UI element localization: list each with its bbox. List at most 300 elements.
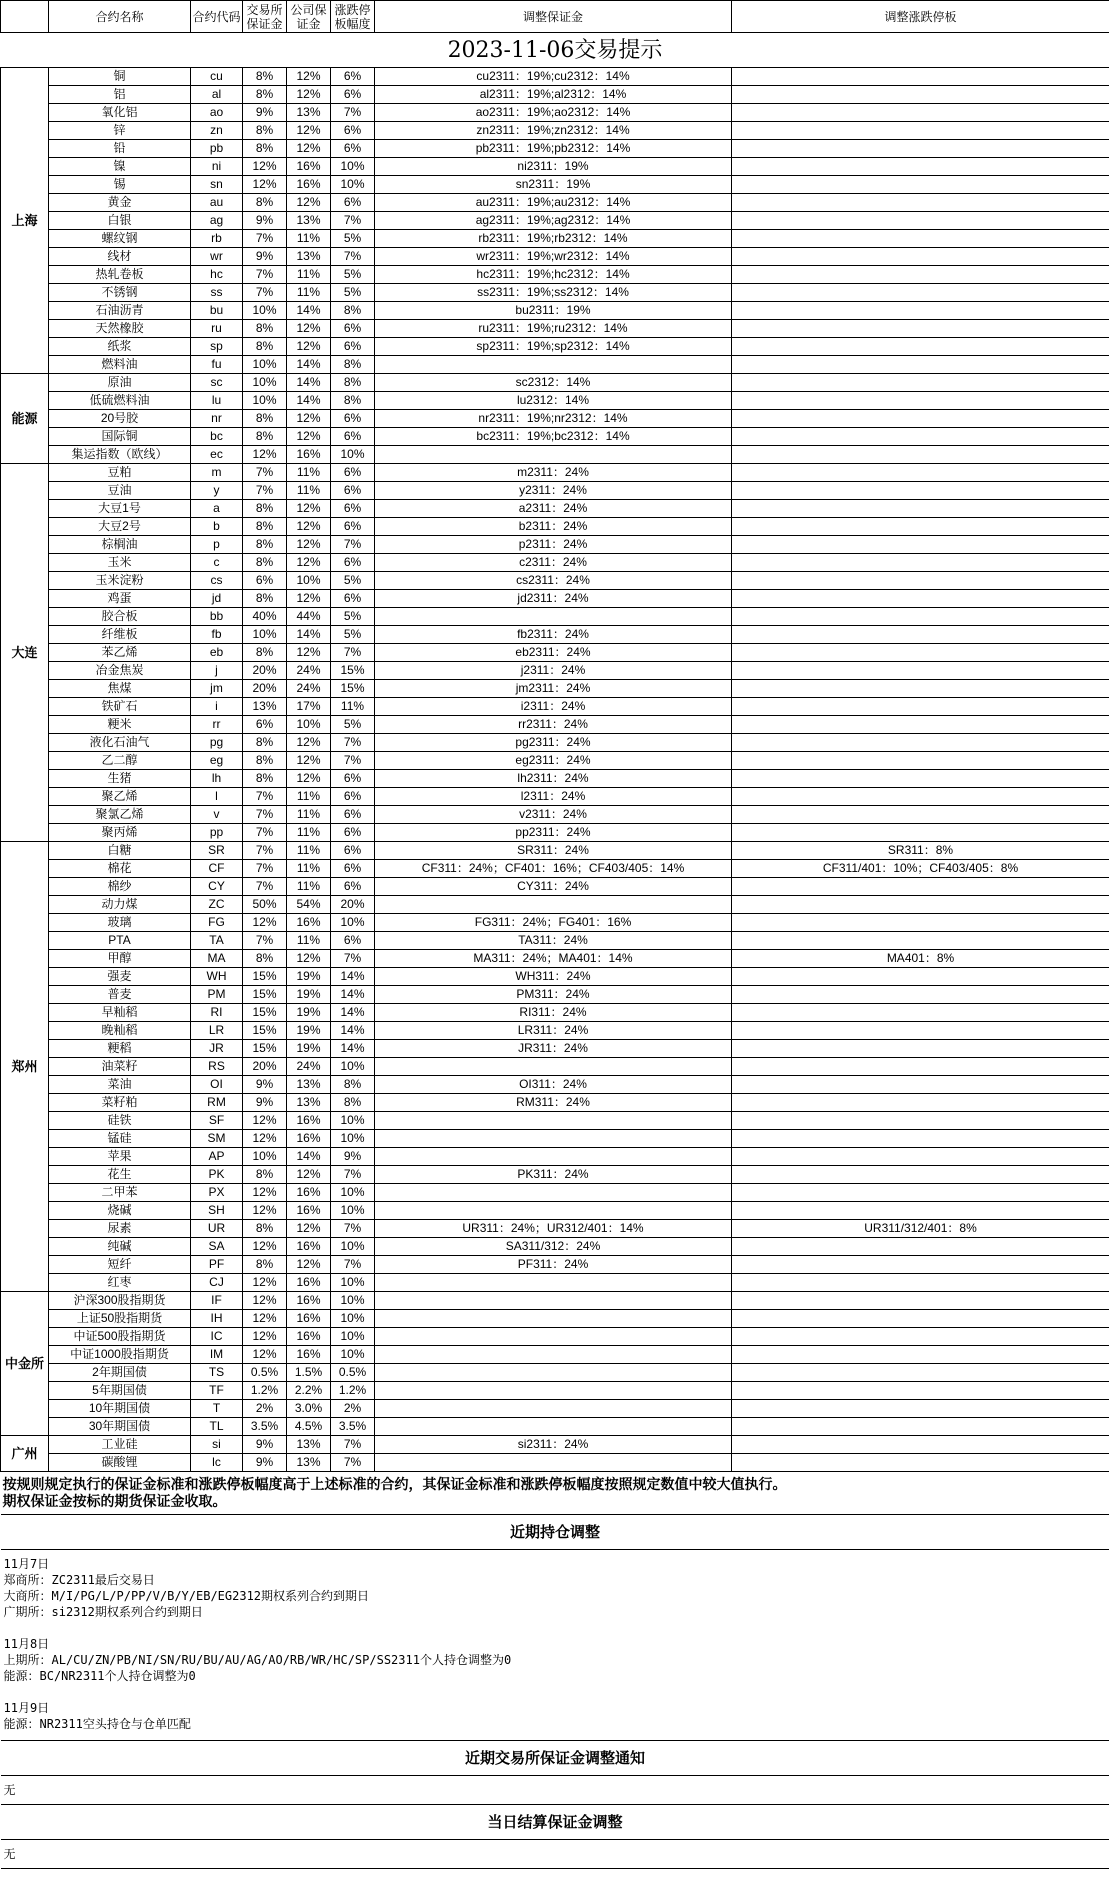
exchange-margin-cell: 7% xyxy=(243,482,287,500)
contract-code-cell: PK xyxy=(191,1166,243,1184)
contract-name-cell: 豆粕 xyxy=(49,464,191,482)
adjusted-limit-cell xyxy=(732,248,1109,266)
contract-name-cell: 中证500股指期货 xyxy=(49,1328,191,1346)
company-margin-cell: 12% xyxy=(287,590,331,608)
adjusted-limit-cell xyxy=(732,374,1109,392)
table-row xyxy=(1,284,1109,302)
exchange-margin-cell: 12% xyxy=(243,914,287,932)
price-limit-cell: 6% xyxy=(331,68,375,86)
adjusted-limit-cell xyxy=(732,1058,1109,1076)
price-limit-cell: 10% xyxy=(331,1112,375,1130)
contract-name-cell: 二甲苯 xyxy=(49,1184,191,1202)
contract-name-cell: 沪深300股指期货 xyxy=(49,1292,191,1310)
adjusted-margin-cell: UR311：24%；UR312/401：14% xyxy=(375,1220,732,1238)
company-margin-cell: 12% xyxy=(287,140,331,158)
table-row xyxy=(1,1364,1109,1382)
company-margin-cell: 10% xyxy=(287,572,331,590)
price-limit-cell: 15% xyxy=(331,662,375,680)
table-row xyxy=(1,1454,1109,1472)
contract-name-cell: 国际铜 xyxy=(49,428,191,446)
contract-name-cell: 螺纹钢 xyxy=(49,230,191,248)
adjusted-margin-cell: CF311：24%；CF401：16%；CF403/405：14% xyxy=(375,860,732,878)
table-row xyxy=(1,842,1109,860)
adjusted-margin-cell xyxy=(375,1130,732,1148)
company-margin-cell: 19% xyxy=(287,1040,331,1058)
adjusted-limit-cell xyxy=(732,410,1109,428)
adjusted-limit-cell xyxy=(732,986,1109,1004)
adjusted-limit-cell xyxy=(732,320,1109,338)
table-row xyxy=(1,806,1109,824)
table-row xyxy=(1,1382,1109,1400)
table-row xyxy=(1,968,1109,986)
table-row xyxy=(1,1058,1109,1076)
contracts-body xyxy=(1,68,1109,1472)
region-label: 能源 xyxy=(1,374,49,464)
table-row xyxy=(1,1292,1109,1310)
company-margin-cell: 16% xyxy=(287,1184,331,1202)
table-row xyxy=(1,158,1109,176)
adjusted-limit-cell xyxy=(732,1292,1109,1310)
recent-position-text: 11月7日 郑商所：ZC2311最后交易日 大商所：M/I/PG/L/P/PP/V/B/Y/EB/EG2312期权系列合约到期日 广期所：si2312期权系列合约到期日 11月8日 上期所：AL/CU/ZN/PB/NI/SN/RU/BU/AU/AG/AO/RB/WR/HC/SP/SS2311个人持仓调整为0 能源：BC/NR2311个人持仓调整为0 11月9日 能源：NR2311空头持仓与仓单匹配 xyxy=(1,1550,1109,1741)
exchange-margin-cell: 7% xyxy=(243,842,287,860)
company-margin-cell: 16% xyxy=(287,1112,331,1130)
adjusted-margin-cell: ss2311：19%;ss2312：14% xyxy=(375,284,732,302)
price-limit-cell: 6% xyxy=(331,122,375,140)
price-limit-cell: 10% xyxy=(331,158,375,176)
adjusted-limit-cell xyxy=(732,464,1109,482)
adjusted-limit-cell xyxy=(732,428,1109,446)
contract-code-cell: PX xyxy=(191,1184,243,1202)
adjusted-limit-cell xyxy=(732,1130,1109,1148)
company-margin-cell: 12% xyxy=(287,554,331,572)
table-row xyxy=(1,266,1109,284)
exchange-margin-cell: 8% xyxy=(243,140,287,158)
company-margin-cell: 12% xyxy=(287,194,331,212)
exchange-margin-cell: 10% xyxy=(243,1148,287,1166)
company-margin-cell: 16% xyxy=(287,1346,331,1364)
adjusted-limit-cell xyxy=(732,1382,1109,1400)
adjusted-limit-cell: MA401：8% xyxy=(732,950,1109,968)
adjusted-limit-cell xyxy=(732,446,1109,464)
price-limit-cell: 7% xyxy=(331,104,375,122)
contract-name-cell: 20号胶 xyxy=(49,410,191,428)
contract-code-cell: cu xyxy=(191,68,243,86)
company-margin-cell: 19% xyxy=(287,986,331,1004)
adjusted-margin-cell xyxy=(375,1400,732,1418)
adjusted-margin-cell: fb2311：24% xyxy=(375,626,732,644)
adjusted-margin-cell: ag2311：19%;ag2312：14% xyxy=(375,212,732,230)
adjusted-limit-cell xyxy=(732,1454,1109,1472)
contract-code-cell: cs xyxy=(191,572,243,590)
table-row xyxy=(1,1418,1109,1436)
contract-name-cell: 棉花 xyxy=(49,860,191,878)
adjusted-margin-cell: CY311：24% xyxy=(375,878,732,896)
price-limit-cell: 14% xyxy=(331,1022,375,1040)
adjusted-margin-cell: ni2311：19% xyxy=(375,158,732,176)
table-row xyxy=(1,878,1109,896)
table-row xyxy=(1,1148,1109,1166)
adjusted-limit-cell xyxy=(732,1400,1109,1418)
adjusted-margin-cell: zn2311：19%;zn2312：14% xyxy=(375,122,732,140)
contract-name-cell: 聚丙烯 xyxy=(49,824,191,842)
adjusted-limit-cell xyxy=(732,626,1109,644)
adjusted-margin-cell: SR311：24% xyxy=(375,842,732,860)
exchange-margin-cell: 8% xyxy=(243,752,287,770)
exchange-margin-cell: 8% xyxy=(243,950,287,968)
price-limit-cell: 14% xyxy=(331,986,375,1004)
company-margin-cell: 12% xyxy=(287,752,331,770)
company-margin-cell: 12% xyxy=(287,86,331,104)
exchange-margin-cell: 7% xyxy=(243,230,287,248)
table-row xyxy=(1,644,1109,662)
exchange-margin-cell: 20% xyxy=(243,1058,287,1076)
contract-code-cell: TF xyxy=(191,1382,243,1400)
rule-note: 按规则规定执行的保证金标准和涨跌停板幅度高于上述标准的合约，其保证金标准和涨跌停板幅度按照规定数值中较大值执行。 期权保证金按标的期货保证金收取。 xyxy=(1,1472,1109,1515)
contract-name-cell: 30年期国债 xyxy=(49,1418,191,1436)
table-row xyxy=(1,176,1109,194)
adjusted-margin-cell xyxy=(375,1454,732,1472)
contract-code-cell: nr xyxy=(191,410,243,428)
price-limit-cell: 6% xyxy=(331,842,375,860)
contract-code-cell: IC xyxy=(191,1328,243,1346)
adjusted-margin-cell: cu2311：19%;cu2312：14% xyxy=(375,68,732,86)
exchange-margin-cell: 8% xyxy=(243,68,287,86)
company-margin-cell: 16% xyxy=(287,1202,331,1220)
company-margin-cell: 11% xyxy=(287,788,331,806)
adjusted-limit-cell xyxy=(732,770,1109,788)
contract-name-cell: 黄金 xyxy=(49,194,191,212)
exchange-margin-cell: 1.2% xyxy=(243,1382,287,1400)
contract-code-cell: PF xyxy=(191,1256,243,1274)
adjusted-margin-cell: PM311：24% xyxy=(375,986,732,1004)
adjusted-margin-cell: b2311：24% xyxy=(375,518,732,536)
exchange-margin-cell: 8% xyxy=(243,500,287,518)
contract-name-cell: 工业硅 xyxy=(49,1436,191,1454)
contract-code-cell: hc xyxy=(191,266,243,284)
contract-name-cell: 燃料油 xyxy=(49,356,191,374)
exchange-margin-cell: 8% xyxy=(243,1166,287,1184)
contract-name-cell: 菜油 xyxy=(49,1076,191,1094)
table-row xyxy=(1,338,1109,356)
price-limit-cell: 10% xyxy=(331,1202,375,1220)
contract-name-cell: 粳米 xyxy=(49,716,191,734)
table-row xyxy=(1,1004,1109,1022)
adjusted-margin-cell: v2311：24% xyxy=(375,806,732,824)
contract-name-cell: 晚籼稻 xyxy=(49,1022,191,1040)
adjusted-limit-cell xyxy=(732,1112,1109,1130)
exchange-margin-cell: 8% xyxy=(243,122,287,140)
contract-code-cell: sn xyxy=(191,176,243,194)
settlement-margin-heading: 当日结算保证金调整 xyxy=(1,1805,1109,1840)
price-limit-cell: 6% xyxy=(331,140,375,158)
table-row xyxy=(1,374,1109,392)
exchange-margin-cell: 13% xyxy=(243,698,287,716)
table-row xyxy=(1,626,1109,644)
region-label: 上海 xyxy=(1,68,49,374)
contract-code-cell: AP xyxy=(191,1148,243,1166)
adjusted-limit-cell xyxy=(732,752,1109,770)
company-margin-cell: 24% xyxy=(287,662,331,680)
company-margin-cell: 11% xyxy=(287,230,331,248)
adjusted-margin-cell xyxy=(375,1274,732,1292)
exchange-margin-cell: 8% xyxy=(243,518,287,536)
contract-code-cell: SF xyxy=(191,1112,243,1130)
contract-code-cell: v xyxy=(191,806,243,824)
table-row xyxy=(1,104,1109,122)
price-limit-cell: 7% xyxy=(331,212,375,230)
price-limit-cell: 6% xyxy=(331,194,375,212)
adjusted-margin-cell: ru2311：19%;ru2312：14% xyxy=(375,320,732,338)
contract-code-cell: bb xyxy=(191,608,243,626)
table-row xyxy=(1,788,1109,806)
table-row xyxy=(1,1184,1109,1202)
contract-code-cell: sp xyxy=(191,338,243,356)
contract-code-cell: lu xyxy=(191,392,243,410)
company-margin-cell: 12% xyxy=(287,1256,331,1274)
company-margin-cell: 13% xyxy=(287,104,331,122)
exchange-margin-cell: 8% xyxy=(243,428,287,446)
company-margin-cell: 11% xyxy=(287,878,331,896)
price-limit-cell: 7% xyxy=(331,1256,375,1274)
adjusted-limit-cell xyxy=(732,572,1109,590)
contract-name-cell: 纤维板 xyxy=(49,626,191,644)
price-limit-cell: 10% xyxy=(331,1130,375,1148)
contract-code-cell: y xyxy=(191,482,243,500)
adjusted-margin-cell: OI311：24% xyxy=(375,1076,732,1094)
exchange-margin-cell: 7% xyxy=(243,266,287,284)
table-row xyxy=(1,518,1109,536)
adjusted-limit-cell xyxy=(732,716,1109,734)
company-margin-cell: 11% xyxy=(287,932,331,950)
price-limit-cell: 8% xyxy=(331,1094,375,1112)
contract-name-cell: 线材 xyxy=(49,248,191,266)
price-limit-cell: 10% xyxy=(331,1238,375,1256)
company-margin-cell: 1.5% xyxy=(287,1364,331,1382)
contract-code-cell: TL xyxy=(191,1418,243,1436)
exchange-margin-cell: 8% xyxy=(243,734,287,752)
page-title: 2023-11-06交易提示 xyxy=(1,33,1109,68)
price-limit-cell: 6% xyxy=(331,500,375,518)
company-margin-cell: 13% xyxy=(287,212,331,230)
price-limit-cell: 6% xyxy=(331,806,375,824)
company-margin-cell: 19% xyxy=(287,968,331,986)
region-label: 中金所 xyxy=(1,1292,49,1436)
price-limit-cell: 3.5% xyxy=(331,1418,375,1436)
contract-code-cell: b xyxy=(191,518,243,536)
contract-name-cell: 石油沥青 xyxy=(49,302,191,320)
contract-code-cell: pg xyxy=(191,734,243,752)
contract-code-cell: MA xyxy=(191,950,243,968)
price-limit-cell: 5% xyxy=(331,284,375,302)
adjusted-limit-cell xyxy=(732,122,1109,140)
exchange-margin-cell: 12% xyxy=(243,1238,287,1256)
contract-name-cell: 热轧卷板 xyxy=(49,266,191,284)
price-limit-cell: 6% xyxy=(331,860,375,878)
table-row xyxy=(1,122,1109,140)
contract-name-cell: 尿素 xyxy=(49,1220,191,1238)
price-limit-cell: 7% xyxy=(331,1454,375,1472)
table-row xyxy=(1,230,1109,248)
contract-code-cell: fu xyxy=(191,356,243,374)
table-row xyxy=(1,86,1109,104)
contract-name-cell: 2年期国债 xyxy=(49,1364,191,1382)
contract-name-cell: 玉米 xyxy=(49,554,191,572)
table-row xyxy=(1,536,1109,554)
company-margin-cell: 16% xyxy=(287,1130,331,1148)
adjusted-margin-cell xyxy=(375,1202,732,1220)
price-limit-cell: 6% xyxy=(331,428,375,446)
table-row xyxy=(1,1436,1109,1454)
contract-name-cell: 碳酸锂 xyxy=(49,1454,191,1472)
adjusted-margin-cell: SA311/312：24% xyxy=(375,1238,732,1256)
adjusted-limit-cell xyxy=(732,698,1109,716)
contract-code-cell: rb xyxy=(191,230,243,248)
contract-code-cell: LR xyxy=(191,1022,243,1040)
exchange-margin-cell: 7% xyxy=(243,824,287,842)
contract-code-cell: JR xyxy=(191,1040,243,1058)
contract-name-cell: 红枣 xyxy=(49,1274,191,1292)
exchange-margin-cell: 8% xyxy=(243,320,287,338)
adjusted-limit-cell xyxy=(732,824,1109,842)
exchange-margin-cell: 10% xyxy=(243,374,287,392)
contract-name-cell: 锡 xyxy=(49,176,191,194)
adjusted-margin-cell: WH311：24% xyxy=(375,968,732,986)
exchange-margin-cell: 7% xyxy=(243,806,287,824)
table-row xyxy=(1,1202,1109,1220)
adjusted-margin-cell: sp2311：19%;sp2312：14% xyxy=(375,338,732,356)
table-row xyxy=(1,1400,1109,1418)
table-row xyxy=(1,1130,1109,1148)
company-margin-cell: 11% xyxy=(287,806,331,824)
adjusted-margin-cell: m2311：24% xyxy=(375,464,732,482)
price-limit-cell: 2% xyxy=(331,1400,375,1418)
price-limit-cell: 7% xyxy=(331,644,375,662)
table-row xyxy=(1,392,1109,410)
exchange-margin-cell: 8% xyxy=(243,410,287,428)
adjusted-margin-cell: cs2311：24% xyxy=(375,572,732,590)
contract-code-cell: wr xyxy=(191,248,243,266)
contract-code-cell: lh xyxy=(191,770,243,788)
adjusted-margin-cell: l2311：24% xyxy=(375,788,732,806)
contract-code-cell: si xyxy=(191,1436,243,1454)
contract-name-cell: 液化石油气 xyxy=(49,734,191,752)
adjusted-margin-cell: au2311：19%;au2312：14% xyxy=(375,194,732,212)
adjusted-limit-cell xyxy=(732,608,1109,626)
contract-code-cell: SR xyxy=(191,842,243,860)
adjusted-margin-cell: pp2311：24% xyxy=(375,824,732,842)
adjusted-limit-cell xyxy=(732,176,1109,194)
adjusted-margin-cell: i2311：24% xyxy=(375,698,732,716)
header-exchange-margin: 交易所保证金 xyxy=(243,1,287,33)
contract-name-cell: 铅 xyxy=(49,140,191,158)
adjusted-limit-cell xyxy=(732,500,1109,518)
contract-name-cell: 大豆2号 xyxy=(49,518,191,536)
exchange-margin-cell: 12% xyxy=(243,1112,287,1130)
price-limit-cell: 10% xyxy=(331,1274,375,1292)
adjusted-limit-cell xyxy=(732,1436,1109,1454)
adjusted-margin-cell xyxy=(375,896,732,914)
exchange-margin-cell: 50% xyxy=(243,896,287,914)
price-limit-cell: 15% xyxy=(331,680,375,698)
contract-name-cell: 铁矿石 xyxy=(49,698,191,716)
adjusted-margin-cell: al2311：19%;al2312：14% xyxy=(375,86,732,104)
table-row xyxy=(1,1166,1109,1184)
contract-code-cell: RS xyxy=(191,1058,243,1076)
table-row xyxy=(1,662,1109,680)
adjusted-limit-cell xyxy=(732,230,1109,248)
table-row xyxy=(1,1076,1109,1094)
price-limit-cell: 7% xyxy=(331,752,375,770)
exchange-margin-cell: 15% xyxy=(243,1022,287,1040)
adjusted-margin-cell: ao2311：19%;ao2312：14% xyxy=(375,104,732,122)
adjusted-margin-cell xyxy=(375,1364,732,1382)
exchange-margin-cell: 20% xyxy=(243,680,287,698)
company-margin-cell: 12% xyxy=(287,536,331,554)
contract-code-cell: ss xyxy=(191,284,243,302)
table-row xyxy=(1,446,1109,464)
table-row xyxy=(1,1112,1109,1130)
adjusted-limit-cell xyxy=(732,1328,1109,1346)
company-margin-cell: 12% xyxy=(287,644,331,662)
company-margin-cell: 16% xyxy=(287,1328,331,1346)
settlement-margin-text: 无 xyxy=(1,1840,1109,1869)
adjusted-margin-cell: eg2311：24% xyxy=(375,752,732,770)
adjusted-margin-cell xyxy=(375,1148,732,1166)
exchange-margin-cell: 3.5% xyxy=(243,1418,287,1436)
adjusted-margin-cell: pg2311：24% xyxy=(375,734,732,752)
contract-code-cell: WH xyxy=(191,968,243,986)
exchange-margin-cell: 8% xyxy=(243,644,287,662)
table-row xyxy=(1,356,1109,374)
adjusted-limit-cell xyxy=(732,1022,1109,1040)
contract-name-cell: 苯乙烯 xyxy=(49,644,191,662)
exchange-margin-cell: 9% xyxy=(243,1094,287,1112)
company-margin-cell: 16% xyxy=(287,158,331,176)
table-row xyxy=(1,1346,1109,1364)
company-margin-cell: 19% xyxy=(287,1004,331,1022)
adjusted-margin-cell: FG311：24%；FG401：16% xyxy=(375,914,732,932)
contract-name-cell: 硅铁 xyxy=(49,1112,191,1130)
contract-code-cell: fb xyxy=(191,626,243,644)
exchange-margin-cell: 12% xyxy=(243,446,287,464)
price-limit-cell: 8% xyxy=(331,302,375,320)
region-label: 广州 xyxy=(1,1436,49,1472)
exchange-margin-cell: 8% xyxy=(243,86,287,104)
table-row xyxy=(1,1022,1109,1040)
table-row xyxy=(1,482,1109,500)
exchange-margin-cell: 7% xyxy=(243,464,287,482)
adjusted-margin-cell: bu2311：19% xyxy=(375,302,732,320)
company-margin-cell: 16% xyxy=(287,1310,331,1328)
price-limit-cell: 6% xyxy=(331,932,375,950)
company-margin-cell: 12% xyxy=(287,950,331,968)
price-limit-cell: 6% xyxy=(331,554,375,572)
adjusted-limit-cell xyxy=(732,158,1109,176)
price-limit-cell: 10% xyxy=(331,1346,375,1364)
price-limit-cell: 6% xyxy=(331,320,375,338)
contract-code-cell: IH xyxy=(191,1310,243,1328)
contract-name-cell: 天然橡胶 xyxy=(49,320,191,338)
exchange-margin-cell: 20% xyxy=(243,662,287,680)
price-limit-cell: 6% xyxy=(331,86,375,104)
contract-code-cell: al xyxy=(191,86,243,104)
exchange-margin-cell: 12% xyxy=(243,1130,287,1148)
adjusted-margin-cell: lh2311：24% xyxy=(375,770,732,788)
company-margin-cell: 12% xyxy=(287,1220,331,1238)
contract-code-cell: ec xyxy=(191,446,243,464)
exchange-margin-cell: 10% xyxy=(243,356,287,374)
adjusted-limit-cell xyxy=(732,1166,1109,1184)
